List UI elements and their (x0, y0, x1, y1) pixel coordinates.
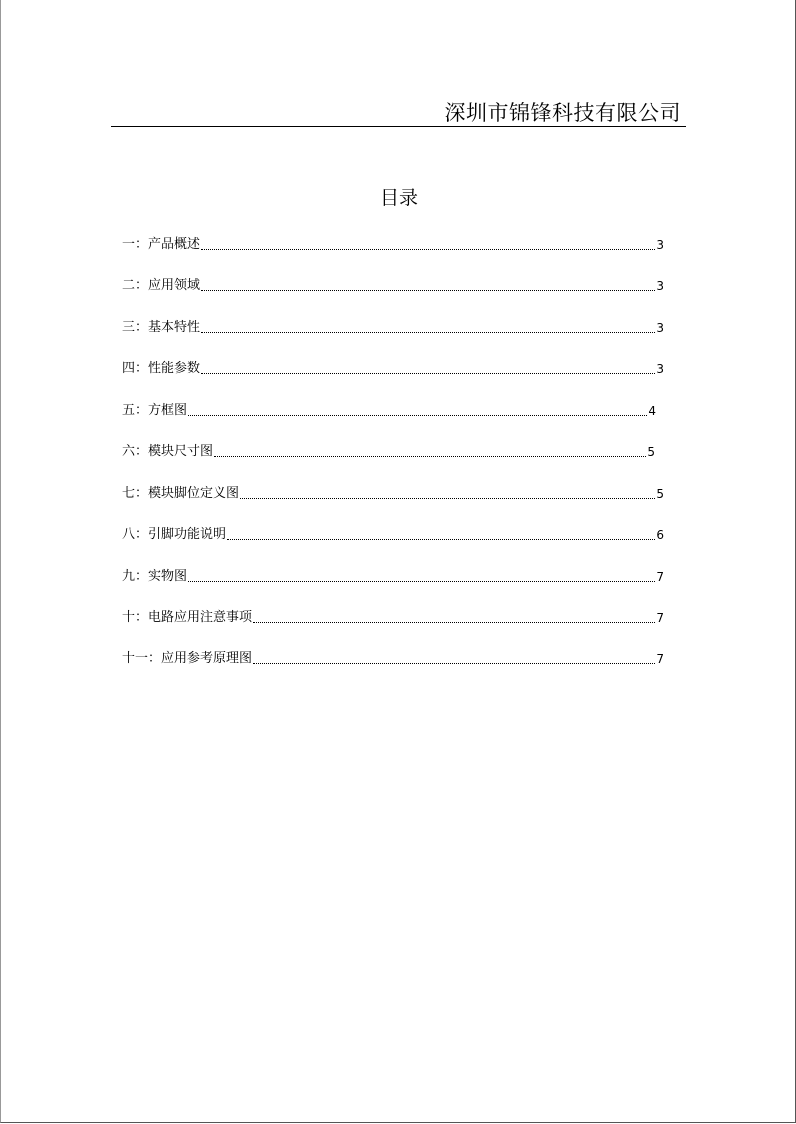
toc-entry-features[interactable] (122, 319, 664, 337)
toc-entry-page: 5 (647, 445, 655, 459)
toc-entry-page: 3 (656, 321, 664, 335)
toc-entry-pin-definition[interactable] (122, 485, 664, 503)
toc-title: 目录 (379, 187, 418, 209)
toc-leader-dots (188, 581, 655, 582)
toc-leader-dots (201, 290, 655, 291)
toc-entry-label: 七：模块脚位定义图 (122, 486, 240, 501)
toc-entry-page: 7 (656, 570, 664, 584)
toc-entry-performance[interactable] (122, 360, 664, 378)
toc-entry-pin-functions[interactable] (122, 526, 664, 544)
toc-entry-page: 3 (656, 238, 664, 252)
toc-entry-product-photo[interactable] (122, 568, 664, 586)
toc-leader-dots (201, 249, 655, 250)
toc-entry-label: 六：模块尺寸图 (122, 444, 214, 459)
toc-entry-label: 十一：应用参考原理图 (122, 651, 253, 666)
toc-entry-page: 3 (656, 279, 664, 293)
toc-entry-label: 十：电路应用注意事项 (122, 610, 253, 625)
toc-entry-circuit-notes[interactable] (122, 609, 664, 627)
toc-entry-block-diagram[interactable] (122, 402, 656, 420)
toc-entry-page: 7 (656, 652, 664, 666)
toc-entry-label: 九：实物图 (122, 569, 188, 584)
toc-entry-page: 7 (656, 611, 664, 625)
toc-entry-label: 三：基本特性 (122, 320, 201, 335)
toc-entry-label: 八：引脚功能说明 (122, 527, 227, 542)
toc-entry-reference-schematic[interactable] (122, 650, 664, 668)
toc-entry-label: 四：性能参数 (122, 361, 201, 376)
toc-entry-applications[interactable] (122, 277, 664, 295)
toc-leader-dots (253, 663, 655, 664)
toc-leader-dots (201, 373, 655, 374)
toc-entry-page: 6 (656, 528, 664, 542)
toc-leader-dots (227, 539, 655, 540)
toc-entry-page: 4 (648, 404, 656, 418)
toc-entry-page: 3 (656, 362, 664, 376)
toc-leader-dots (214, 456, 646, 457)
toc-entry-label: 二：应用领域 (122, 278, 201, 293)
toc-leader-dots (240, 498, 655, 499)
toc-entry-module-dimensions[interactable] (122, 443, 655, 461)
toc-entry-label: 一：产品概述 (122, 237, 201, 252)
toc-leader-dots (188, 415, 647, 416)
toc-leader-dots (253, 622, 655, 623)
toc-entry-overview[interactable] (122, 236, 664, 254)
toc-leader-dots (201, 332, 655, 333)
toc-entry-page: 5 (656, 487, 664, 501)
header-company-name: 深圳市锦锋科技有限公司 (444, 101, 681, 125)
header-divider (111, 126, 686, 127)
toc-entry-label: 五：方框图 (122, 403, 188, 418)
